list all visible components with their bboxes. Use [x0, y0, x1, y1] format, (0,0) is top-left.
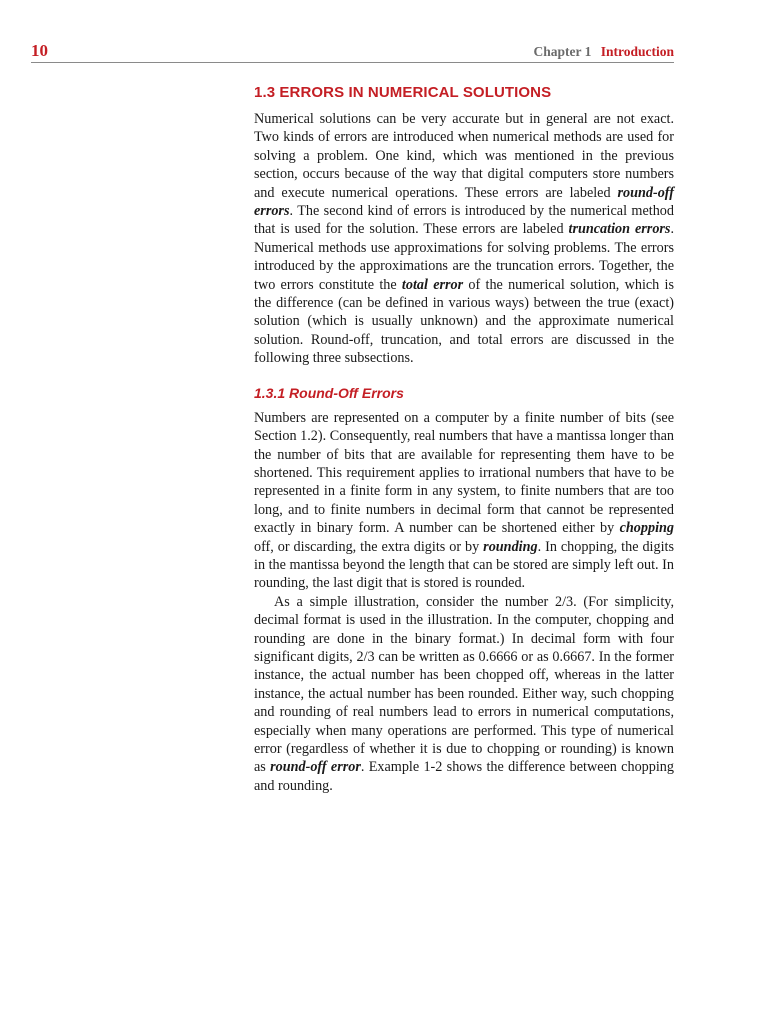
- term-chopping: chopping: [619, 520, 674, 537]
- text-run: . In chopping, the digits in the mantissa beyond the length that can be stored are simply left out. In rounding, the last digit that is stored is rounded.: [254, 538, 674, 592]
- text-run: Numerical solutions can be very accurate but in general are not exact. Two kinds of errors are introduced when numerical methods are used for solving a problem. One kind, which was mentioned in the previous section, occurs because of the way that digital computers store numbers and execute numerical operations. These errors are labeled: [254, 111, 674, 201]
- text-run: . Numerical methods use approximations for solving problems. The errors introduced by the approximations are the truncation errors. Together, the two errors constitute the: [254, 221, 675, 293]
- term-rounding: rounding: [483, 538, 538, 555]
- text-run: . Example 1-2 shows the difference between chopping and rounding.: [254, 759, 674, 794]
- chapter-title: Introduction: [600, 44, 674, 59]
- term-total-error: total error: [401, 276, 464, 293]
- text-run: As a simple illustration, consider the number 2/3. (For simplicity, decimal format is used in the illustration. In the computer, chopping and rounding are done in the binary format.) In decimal form with four significant digits, 2/3 can be written as 0.6666 or as 0.6667. In the former instance, the actual number has been chopped off, whereas in the latter instance, the actual number has been rounded. Either way, such chopping and rounding of real numbers lead to errors in numerical computations, especially when many operations are performed. This type of numerical error (regardless of whether it is due to chopping or rounding) is known as: [254, 593, 674, 776]
- running-head: [533, 44, 674, 60]
- subsection-title: 1.3.1 Round-Off Errors: [254, 384, 404, 401]
- text-run: . The second kind of errors is introduced by the numerical method that is used for the solution. These errors are labeled: [254, 203, 674, 238]
- section-paragraph: [254, 110, 674, 368]
- page-header: [31, 40, 674, 63]
- text-run: off, or discarding, the extra digits or by: [254, 538, 484, 555]
- subsection-paragraph-1: [254, 409, 674, 593]
- text-run: Numbers are represented on a computer by a finite number of bits (see Section 1.2). Consequently, real numbers that have a mantissa longer than the number of bits that are available for representing them have to be shortened. This requirement applies to irrational numbers that have to be represented in a finite form in any system, to finite numbers that are too long, and to finite numbers in decimal form that cannot be represented exactly in binary form. A number can be shortened either by: [254, 409, 674, 537]
- term-truncation-errors: truncation errors: [568, 221, 671, 238]
- section-title: 1.3 ERRORS IN NUMERICAL SOLUTIONS: [254, 84, 552, 101]
- page-number: 10: [31, 41, 48, 60]
- term-round-off-error: round-off error: [270, 759, 361, 776]
- term-round-off-errors: round-off errors: [254, 184, 674, 220]
- chapter-label: Chapter 1: [533, 44, 592, 59]
- subsection-paragraph-2: [254, 593, 674, 795]
- text-run: of the numerical solution, which is the difference (can be defined in various ways) between the true (exact) solution (which is usually unknown) and the approximate numerical solution. Round-off, truncation, and total errors are discussed in the following three subsections.: [254, 276, 675, 367]
- page-body: [254, 84, 674, 795]
